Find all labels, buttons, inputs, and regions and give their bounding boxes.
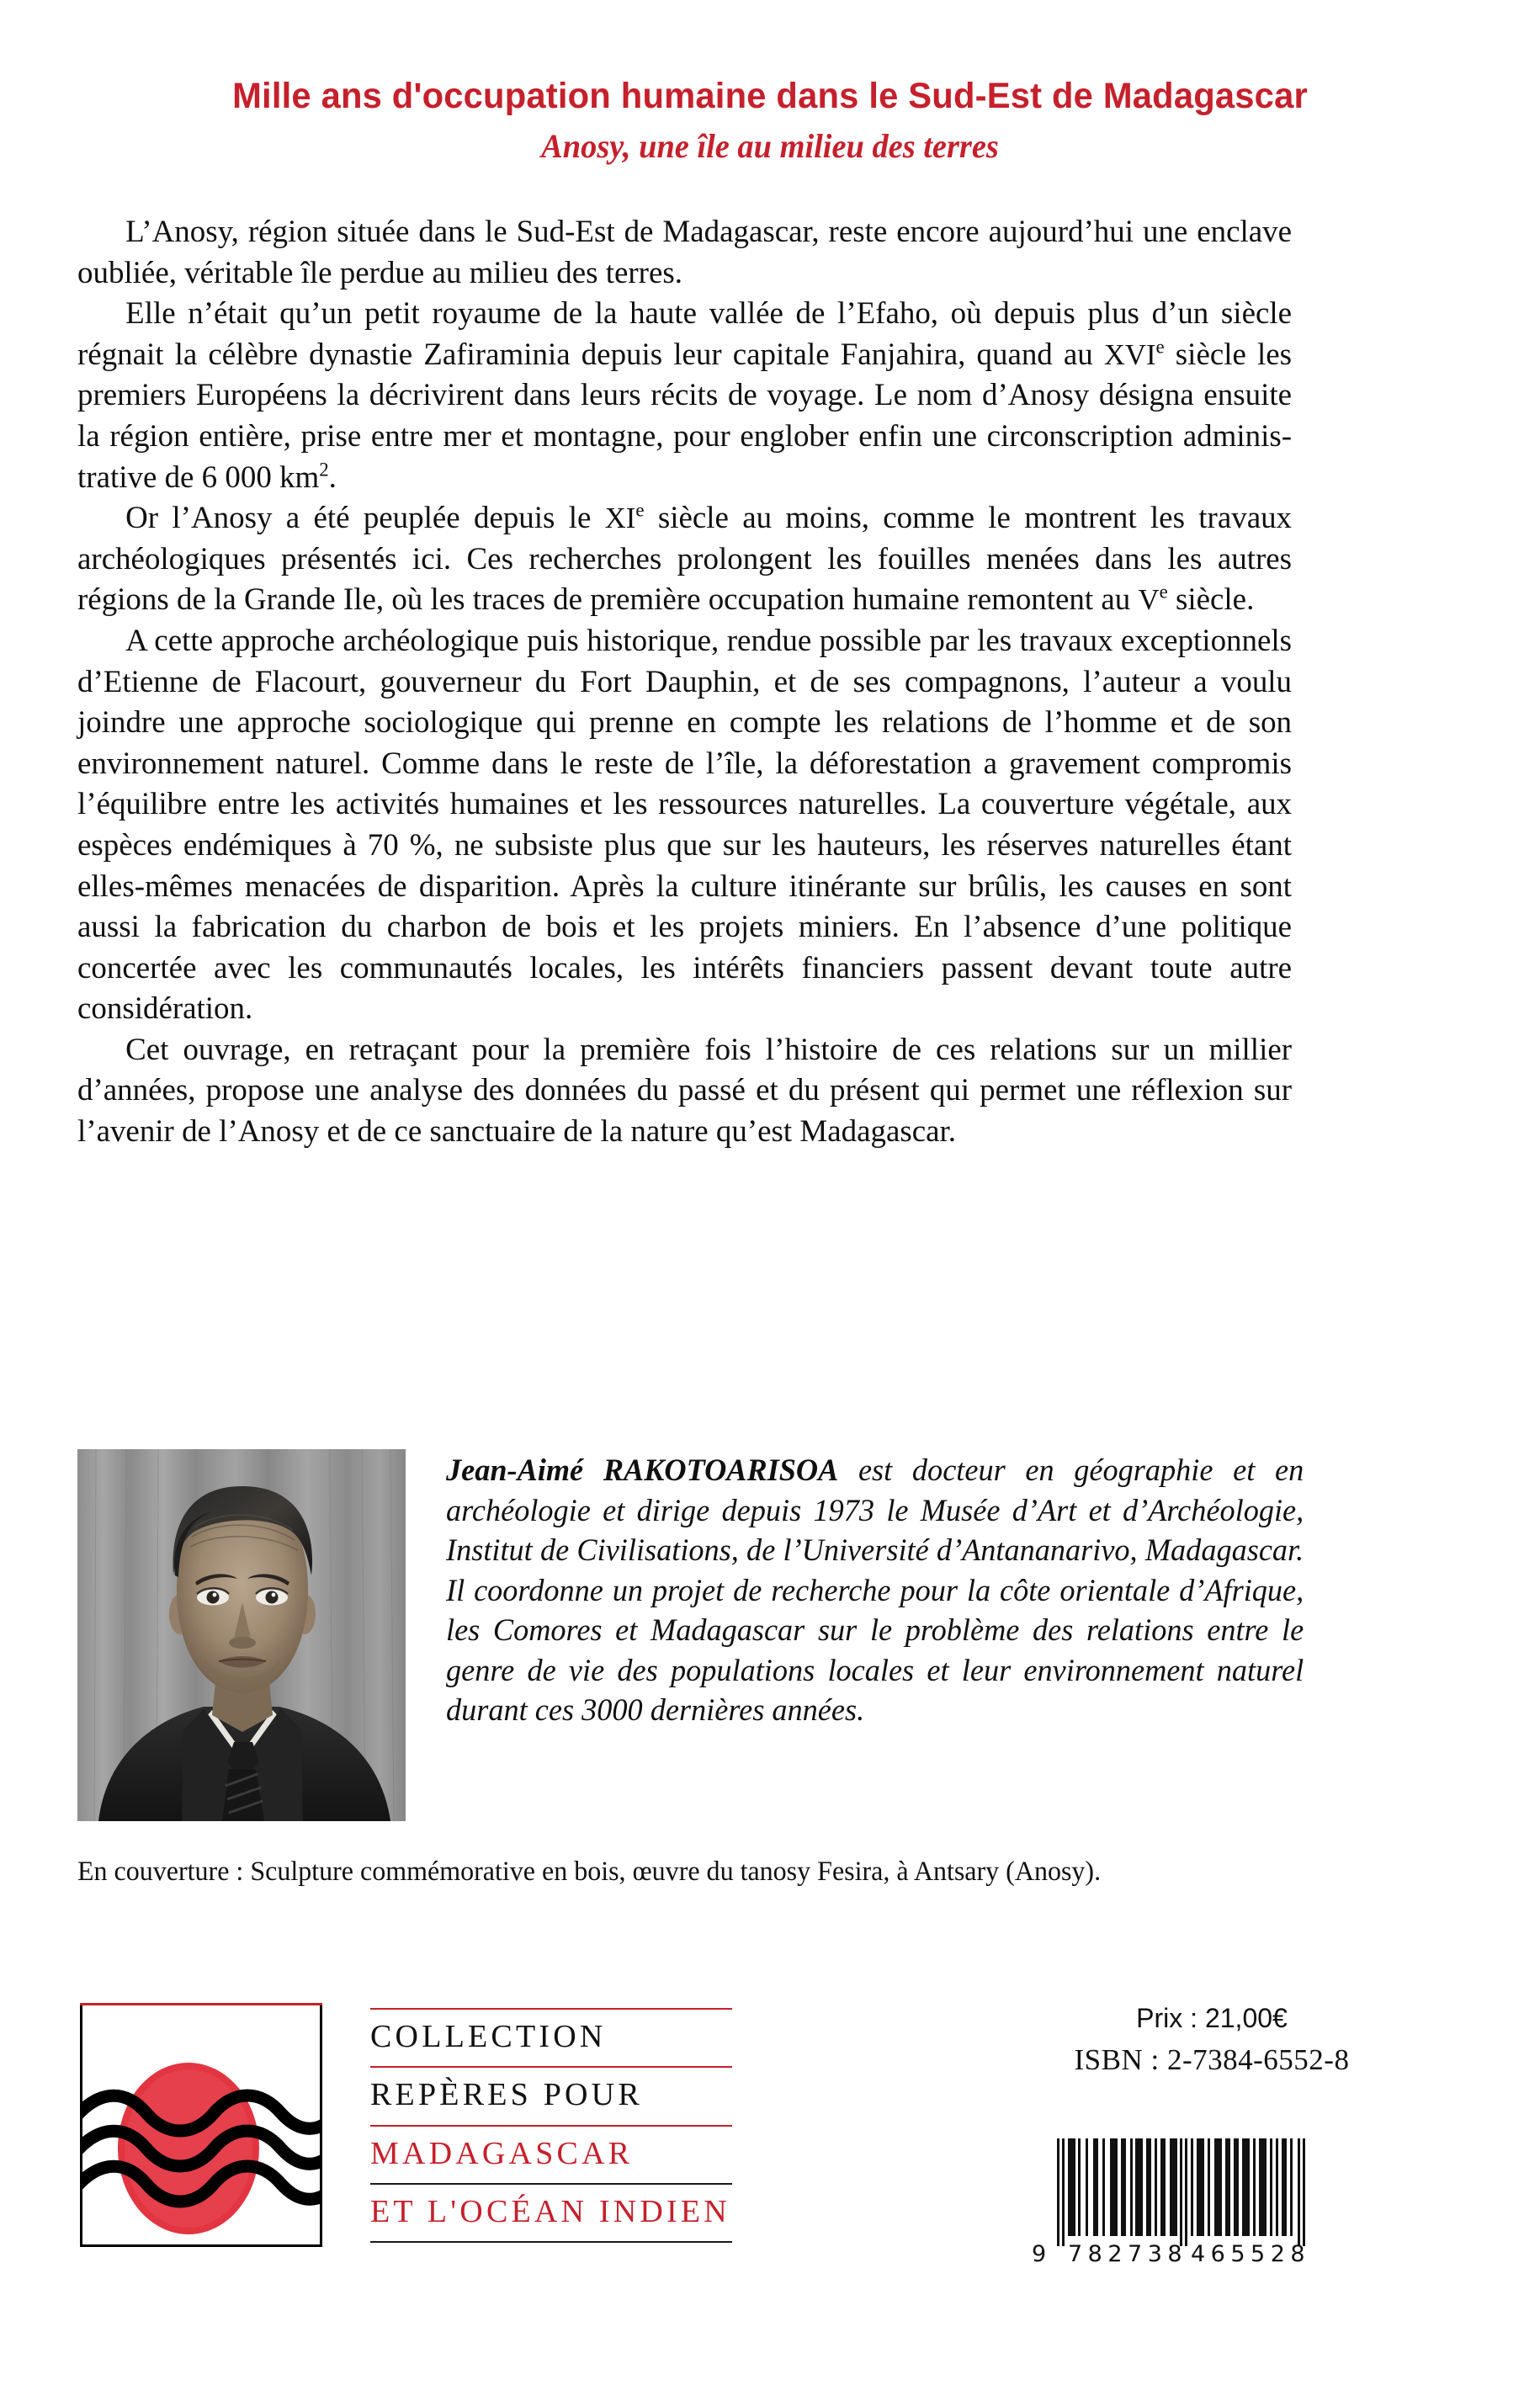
blurb-paragraph-5: Cet ouvrage, en retraçant pour la première fois l’histoire de ces relations sur un millier d’années, propose une analyse des données du passé et du présent qui permet une réflexion sur l’avenir de l’Anosy et de ce sanctuaire de la nature qu’est Madagascar.: [77, 1032, 1293, 1150]
commerce-block: [959, 2003, 1464, 2077]
ordinal-suffix-xi: e: [635, 499, 645, 522]
barcode-digit-left: 9: [1032, 2241, 1047, 2267]
author-portrait-image: [77, 1449, 406, 1821]
square-exponent: 2: [319, 459, 329, 481]
author-bio: [446, 1451, 1304, 1731]
barcode-digits-right-group: 465528: [1191, 2241, 1311, 2267]
price-label: Prix : 21,00€: [1136, 2003, 1288, 2033]
ordinal-suffix-v: e: [1159, 581, 1168, 603]
blurb-p3-part-c: siècle.: [1167, 582, 1255, 618]
century-roman-v: V: [1138, 583, 1160, 617]
title-block: [0, 76, 1540, 167]
footer: [0, 2003, 1540, 2385]
blurb-p3-part-b: siècle au moins, comme le montrent les travaux archéologiques présentés ici. Ces recherches prolongent les fouilles menées dans les autres régions de la Grande Ile, où les traces de première occupation humaine remontent au: [77, 501, 1293, 618]
century-roman-xvi: XVI: [1103, 337, 1156, 371]
blurb-paragraph-2: [77, 294, 1292, 498]
blurb-paragraph-4: A cette approche archéologique puis historique, rendue possible par les travaux exceptionnels d’Etienne de Flacourt, gouverneur du Fort Dauphin, et de ses compagnons, l’auteur a voulu joindre une approche sociologique qui prenne en compte les relations de l’homme et de son environnement naturel. Comme dans le reste de l’île, la déforestation a gravement compromis l’équilibre entre les activités humaines et les ressources naturelles. La couverture végétale, aux espèces endémiques à 70 %, ne subsiste plus que sur les hauteurs, les réserves naturelles étant elles-mêmes menacées de disparition. Après la culture itinérante sur brûlis, les causes en sont aussi la fabrication du charbon de bois et les projets miniers. En l’absence d’une politique concertée avec les communautés locales, les intérêts financiers passent devant toute autre considération.: [77, 623, 1293, 1027]
author-photo: [77, 1449, 406, 1821]
blurb-p2-part-a: Elle n’était qu’un petit royaume de la haute vallée de l’Efaho, où depuis plus d’un siècle régnait la célèbre dynastie Zafiraminia depuis leur capitale Fanjahira, quand au: [77, 296, 1293, 372]
collection-line-4: ET L'OCÉAN INDIEN: [370, 2193, 730, 2229]
century-roman-xi: XI: [604, 502, 636, 535]
collection-line-2: REPÈRES POUR: [370, 2077, 643, 2113]
wordmark-rule-5: [370, 2241, 732, 2243]
collection-line-3: MADAGASCAR: [370, 2135, 634, 2171]
blurb-p2-part-b: siècle les premiers Européens la décrivirent dans leurs récits de voyage. Le nom d’Anosy désigna ensuite la région entière, prise entre mer et montagne, pour englober enfin une circonscription adminis-trative de 6 000 km: [77, 337, 1293, 495]
cover-credit: [77, 1853, 1318, 1891]
blurb-paragraph-1: L’Anosy, région située dans le Sud-Est de Madagascar, reste encore aujourd’hui une enclave oubliée, véritable île perdue au milieu des terres.: [77, 215, 1293, 290]
sun-and-waves-icon: [82, 2005, 320, 2244]
page-subtitle: Anosy, une île au milieu des terres: [541, 127, 999, 166]
collection-line-1: COLLECTION: [370, 2019, 607, 2054]
cover-credit-text: En couverture : Sculpture commémorative en bois, œuvre du tanosy Fesira, à Antsary (Anosy).: [77, 1856, 1102, 1887]
author-name: Jean-Aimé RAKOTOARISOA: [446, 1453, 839, 1488]
page-title: Mille ans d'occupation humaine dans le Sud-Est de Madagascar: [232, 76, 1308, 116]
isbn-label: ISBN : 2-7384-6552-8: [1074, 2043, 1350, 2076]
collection-wordmark: [370, 2008, 732, 2243]
blurb-p3-part-a: Or l’Anosy a été peuplée depuis le: [125, 501, 605, 536]
ordinal-suffix-xvi: e: [1155, 336, 1165, 359]
ean13-barcode-icon: [1028, 2133, 1348, 2276]
blurb-p2-part-c: .: [328, 459, 337, 495]
barcode: [1028, 2133, 1348, 2276]
blurb-text: [77, 212, 1292, 1153]
collection-logo-mark: [80, 2003, 322, 2247]
blurb-paragraph-3: [77, 498, 1292, 621]
barcode-digits-left-group: 782738: [1068, 2241, 1188, 2267]
author-bio-text: est docteur en géographie et en archéologie et dirige depuis 1973 le Musée d’Art et d’Archéologie, Institut de Civilisations, de l’Université d’Antananarivo, Madagascar. Il coordonne un projet de recherche pour la côte orientale d’Afrique, les Comores et Madagascar sur le problème des relations entre le genre de vie des populations locales et leur environnement naturel durant ces 3000 dernières années.: [446, 1453, 1304, 1728]
